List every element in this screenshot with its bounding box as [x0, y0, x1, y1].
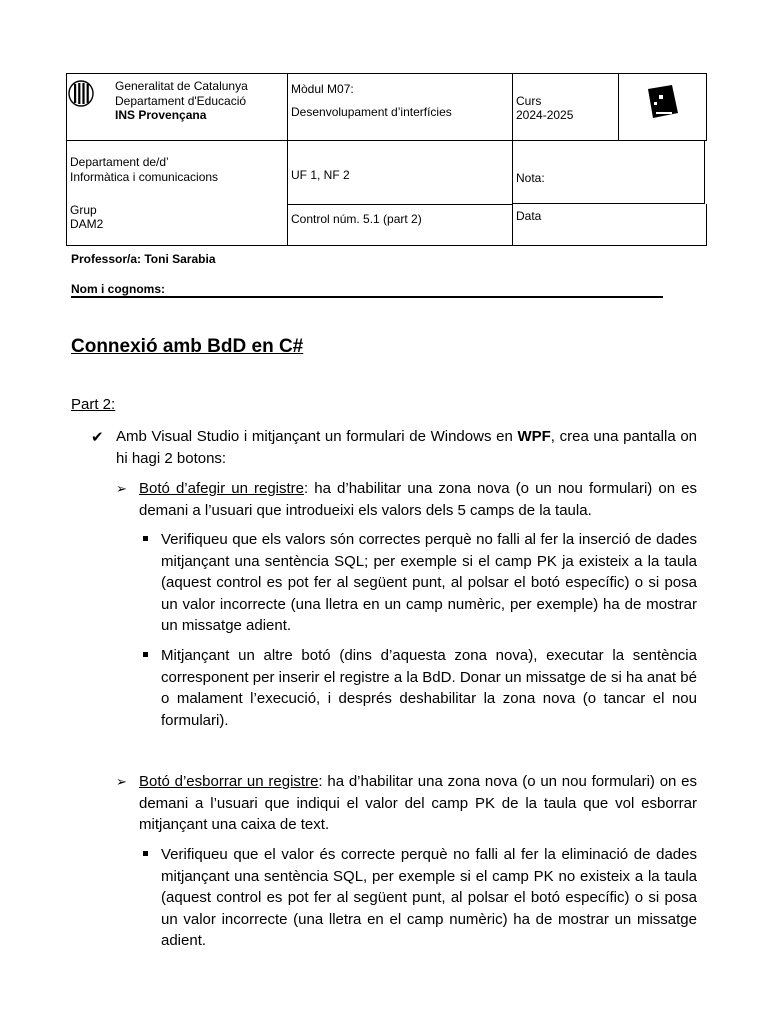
course-label: Curs — [516, 94, 542, 108]
intro-text-a: Amb Visual Studio i mitjançant un formulari de Windows en — [116, 428, 518, 445]
delete-record-text: : ha d’habilitar una zona nova (o un nou formulari) on es demani a l’usuari que indiqui el valor del camp PK de la taula que vol esborrar mitjançant una caixa de text. — [139, 773, 697, 833]
document-title: Connexió amb BdD en C# — [71, 336, 304, 357]
school-logo-icon — [645, 85, 678, 118]
org-line-1: Generalitat de Catalunya — [115, 79, 248, 93]
intro-text-bold: WPF — [517, 428, 551, 445]
uf-label: UF 1, NF 2 — [291, 168, 350, 182]
arrow-bullet-icon: ➢ — [116, 774, 127, 789]
intro-text-b: , crea una pantalla on hi hagi 2 botons: — [116, 428, 698, 467]
square-bullet-icon — [143, 652, 148, 657]
student-name-label: Nom i cognoms: — [71, 282, 166, 296]
generalitat-emblem-icon — [68, 80, 94, 107]
add-record-item-2: Mitjançant un altre botó (dins d’aquesta zona nova), executar la sentència corresponent per inserir el registre a la BdD. Donar un missatge de si ha anat bé o malament l’execució, i després deshabilitar la zona nova (o tancar el nou formulari). — [161, 647, 697, 729]
square-bullet-icon — [143, 536, 148, 541]
course-value: 2024-2025 — [516, 108, 574, 122]
school-name: INS Provençana — [115, 108, 207, 122]
add-record-item-1: Verifiqueu que els valors són correctes perquè no falli al fer la inserció de dades mitjançant una sentència SQL; per exemple si el camp PK ja existeix a la taula (aquest control es pot fer al següent punt, al polsar el botó específic) o si posa un valor incorrecte (una lletra en un camp numèric, per exemple) ha de mostrar un missatge adient. — [161, 531, 697, 634]
delete-record-paragraph — [139, 771, 697, 836]
module-name: Desenvolupament d’interfícies — [291, 105, 452, 119]
delete-record-item-1: Verifiqueu que el valor és correcte perquè no falli al fer la eliminació de dades mitjançant una sentència SQL, per exemple si el camp PK no existeix a la taula (aquest control es pot fer al següent punt, al polsar el botó específic) o si posa un valor incorrecte (una lletra en el camp numèric) ha de mostrar un missatge adient. — [161, 846, 697, 949]
module-label: Mòdul M07: — [291, 82, 354, 96]
add-record-text: : ha d’habilitar una zona nova (o un nou formulari) on es demani a l’usuari que introdueixi els valors dels 5 camps de la taula. — [139, 480, 697, 519]
group-label: Grup — [70, 203, 97, 217]
checkmark-icon: ✔ — [91, 429, 104, 446]
student-name-line — [71, 296, 663, 298]
arrow-bullet-icon: ➢ — [116, 481, 127, 496]
date-label: Data — [516, 209, 542, 223]
grade-label: Nota: — [516, 171, 545, 185]
add-record-label: Botó d’afegir un registre — [139, 480, 305, 497]
org-line-2: Departament d'Educació — [115, 94, 247, 108]
part-heading: Part 2: — [71, 396, 116, 413]
control-label: Control núm. 5.1 (part 2) — [291, 212, 422, 226]
group-value: DAM2 — [70, 217, 104, 231]
department-line-2: Informàtica i comunicacions — [70, 170, 219, 184]
professor-line: Professor/a: Toni Sarabia — [71, 252, 216, 266]
intro-paragraph — [116, 426, 697, 469]
add-record-paragraph — [139, 478, 697, 521]
department-line-1: Departament de/d’ — [70, 155, 169, 169]
square-bullet-icon — [143, 851, 148, 856]
delete-record-label: Botó d’esborrar un registre — [139, 773, 319, 790]
